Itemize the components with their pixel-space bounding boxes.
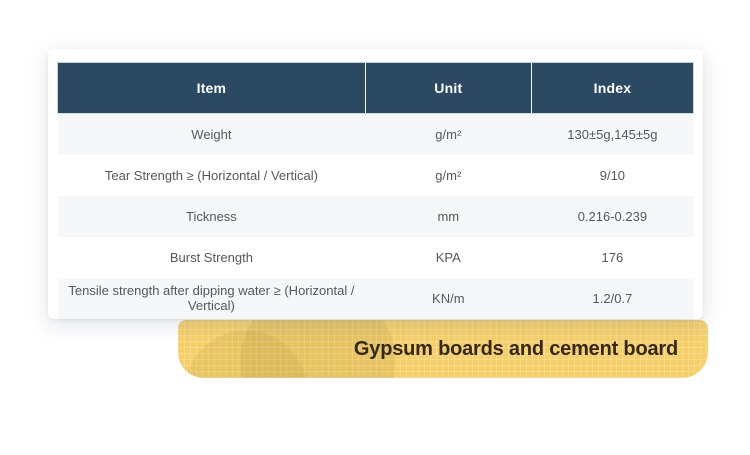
spec-table — [57, 62, 694, 319]
cell-item: Burst Strength — [169, 249, 253, 265]
cell-item: Weight — [58, 114, 366, 155]
cell-unit: g/m² — [435, 167, 462, 183]
table-row — [58, 114, 694, 155]
spec-table-body — [58, 114, 694, 319]
cell-item: Tickness — [58, 196, 366, 237]
cell-index: 0.216-0.239 — [531, 196, 693, 237]
cell-item: Tear Strength ≥ (Horizontal / Vertical) — [104, 167, 318, 183]
cell-index: 9/10 — [599, 167, 626, 183]
column-header-item: Item — [58, 63, 366, 114]
table-header-row — [58, 63, 694, 114]
banner-label: Gypsum boards and cement board — [353, 337, 678, 360]
cell-unit: KPA — [435, 249, 461, 265]
cell-unit: KN/m — [365, 278, 531, 319]
table-row — [58, 278, 694, 319]
spec-card — [48, 49, 703, 319]
cell-item: Tensile strength after dipping water ≥ (Horizontal / Vertical) — [58, 278, 366, 319]
cell-index: 130±5g,145±5g — [531, 114, 693, 155]
cell-index: 1.2/0.7 — [531, 278, 693, 319]
table-row — [58, 155, 694, 196]
category-banner — [178, 320, 708, 378]
column-header-unit: Unit — [365, 63, 531, 114]
table-row — [58, 196, 694, 237]
column-header-index: Index — [531, 63, 693, 114]
table-row — [58, 237, 694, 278]
cell-unit: g/m² — [365, 114, 531, 155]
cell-index: 176 — [601, 249, 624, 265]
cell-unit: mm — [365, 196, 531, 237]
